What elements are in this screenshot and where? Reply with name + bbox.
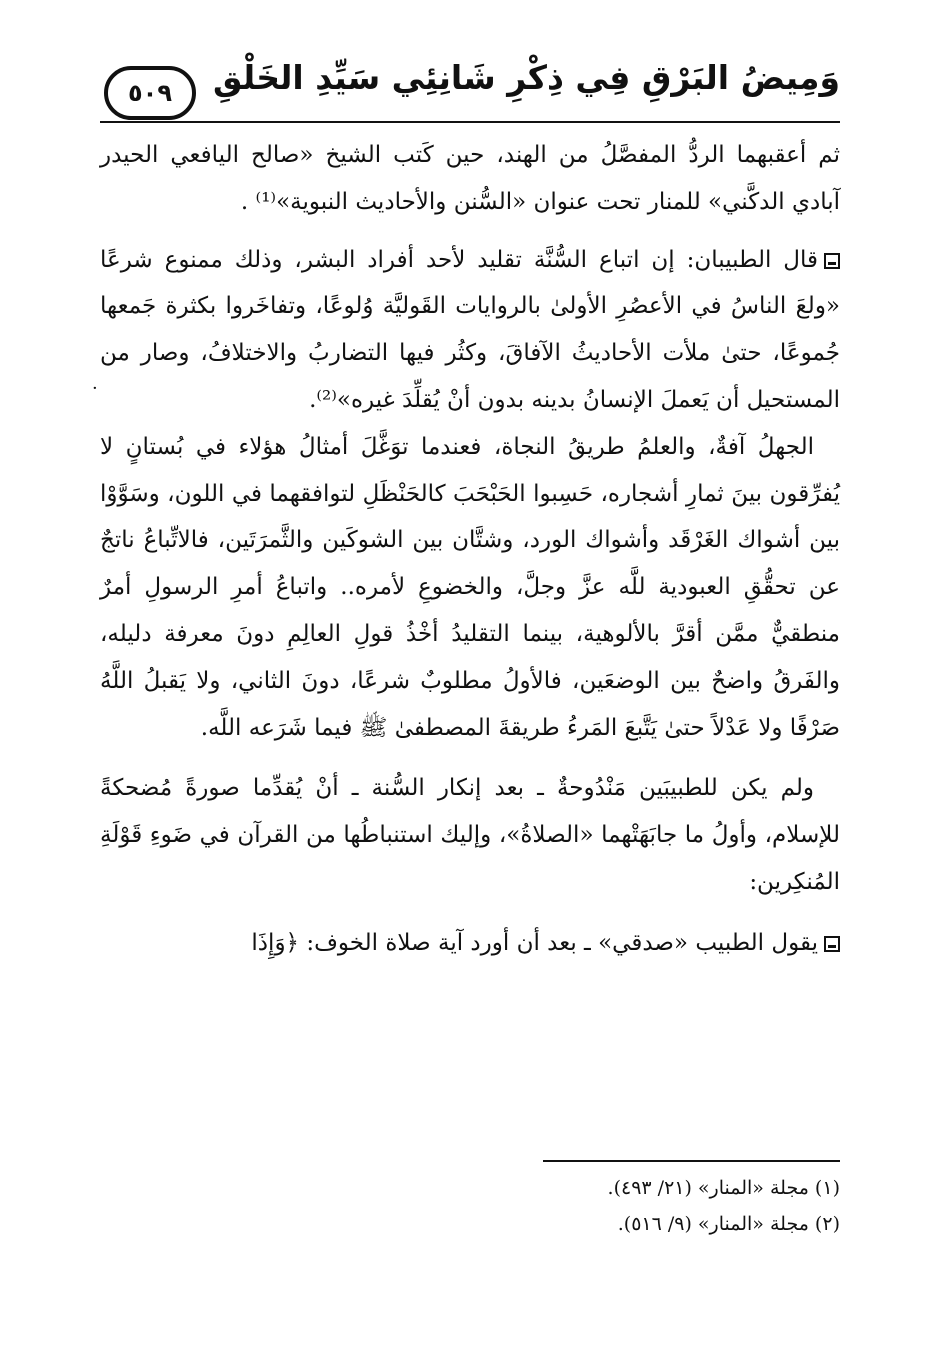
paragraph-5-text: يقول الطبيب «صدقي» ـ بعد أن أورد آية صلاة الخوف: ﴿وَإِذَا [251,929,818,956]
footnotes [440,1170,840,1242]
square-bullet-icon [824,253,840,269]
paragraph-5 [100,920,840,967]
paragraph-3: الجهلُ آفةٌ، والعلمُ طريقُ النجاة، فعندما توَغَّلَ أمثالُ هؤلاء في بُستانٍ لا يُفرِّقون بينَ ثمارِ أشجاره، حَسِبوا الحَبْحَبَ كالحَنْظَلِ لتوافقهما في اللون، وسَوَّوْا بين أشواك الغَرْقَد وأشواك الورد، وشتَّان بين الشوكَين والثَّمرَتَين، فالاتِّباعُ ناتجٌ عن تحقُّقِ العبودية للَّه عزَّ وجلَّ، والخضوعِ لأمره.. واتباعُ أمرِ الرسولِ أمرٌ منطقيٌّ ممَّن أقرَّ بالألوهية، بينما التقليدُ أخْذُ قولِ العالِمِ دونَ معرفة دليله، والفَرقُ واضحٌ بين الوضعَين، فالأولُ مطلوبٌ شرعًا، دونَ الثاني، ولا يَقبلُ اللَّهُ صَرْفًا ولا عَدْلاً حتىٰ يَتَّبعَ المَرءُ طريقةَ المصطفىٰ ﷺ فيما شَرَعه اللَّه. [100,433,840,741]
body-text [100,132,840,967]
page-number-badge: ٥٠٩ [104,66,196,120]
running-title: وَمِيضُ البَرْقِ فِي ذِكْرِ شَانِئِي سَيِّدِ الخَلْقِ [213,58,840,97]
running-header [100,52,840,124]
paragraph-1: ثم أعقبهما الردُّ المفصَّلُ من الهند، حين كَتب الشيخ «صالح اليافعي الحيدر آبادي الدكَّني» للمنار تحت عنوان «السُّنن والأحاديث النبوية»⁽¹⁾ . [100,142,840,215]
footnote-1: (١) مجلة «المنار» (٢١/ ٤٩٣). [607,1177,840,1199]
footnote-rule [543,1160,840,1162]
margin-mark: · [92,378,98,399]
header-rule [100,121,840,123]
paragraph-2-text: قال الطبيبان: إن اتباع السُّنَّة تقليد لأحد أفراد البشر، وذلك ممنوع شرعًا «ولعَ الناسُ في الأعصُرِ الأولىٰ بالروايات القَوليَّة وُلوعًا، وتفاخَروا بكثرة جَمعها جُموعًا، حتىٰ ملأت الأحاديثُ الآفاقَ، وكثُر فيها التضاربُ والاختلافُ، وصار من المستحيل أن يَعملَ الإنسانُ بدينه بدون أنْ يُقلِّدَ غيره»⁽²⁾. [100,246,840,413]
footnote-2: (٢) مجلة «المنار» (٩/ ٥١٦). [617,1213,840,1235]
paragraph-4: ولم يكن للطبيبَين مَنْدُوحةٌ ـ بعد إنكار السُّنة ـ أنْ يُقدِّما صورةً مُضحكةً للإسلام، وأولُ ما جابَهَتْهما «الصلاةُ»، وإليك استنباطُها من القرآن في ضَوءِ قَوْلَةِ المُنكِرين: [100,775,840,895]
paragraph-2 [100,237,840,424]
square-bullet-icon [824,936,840,952]
